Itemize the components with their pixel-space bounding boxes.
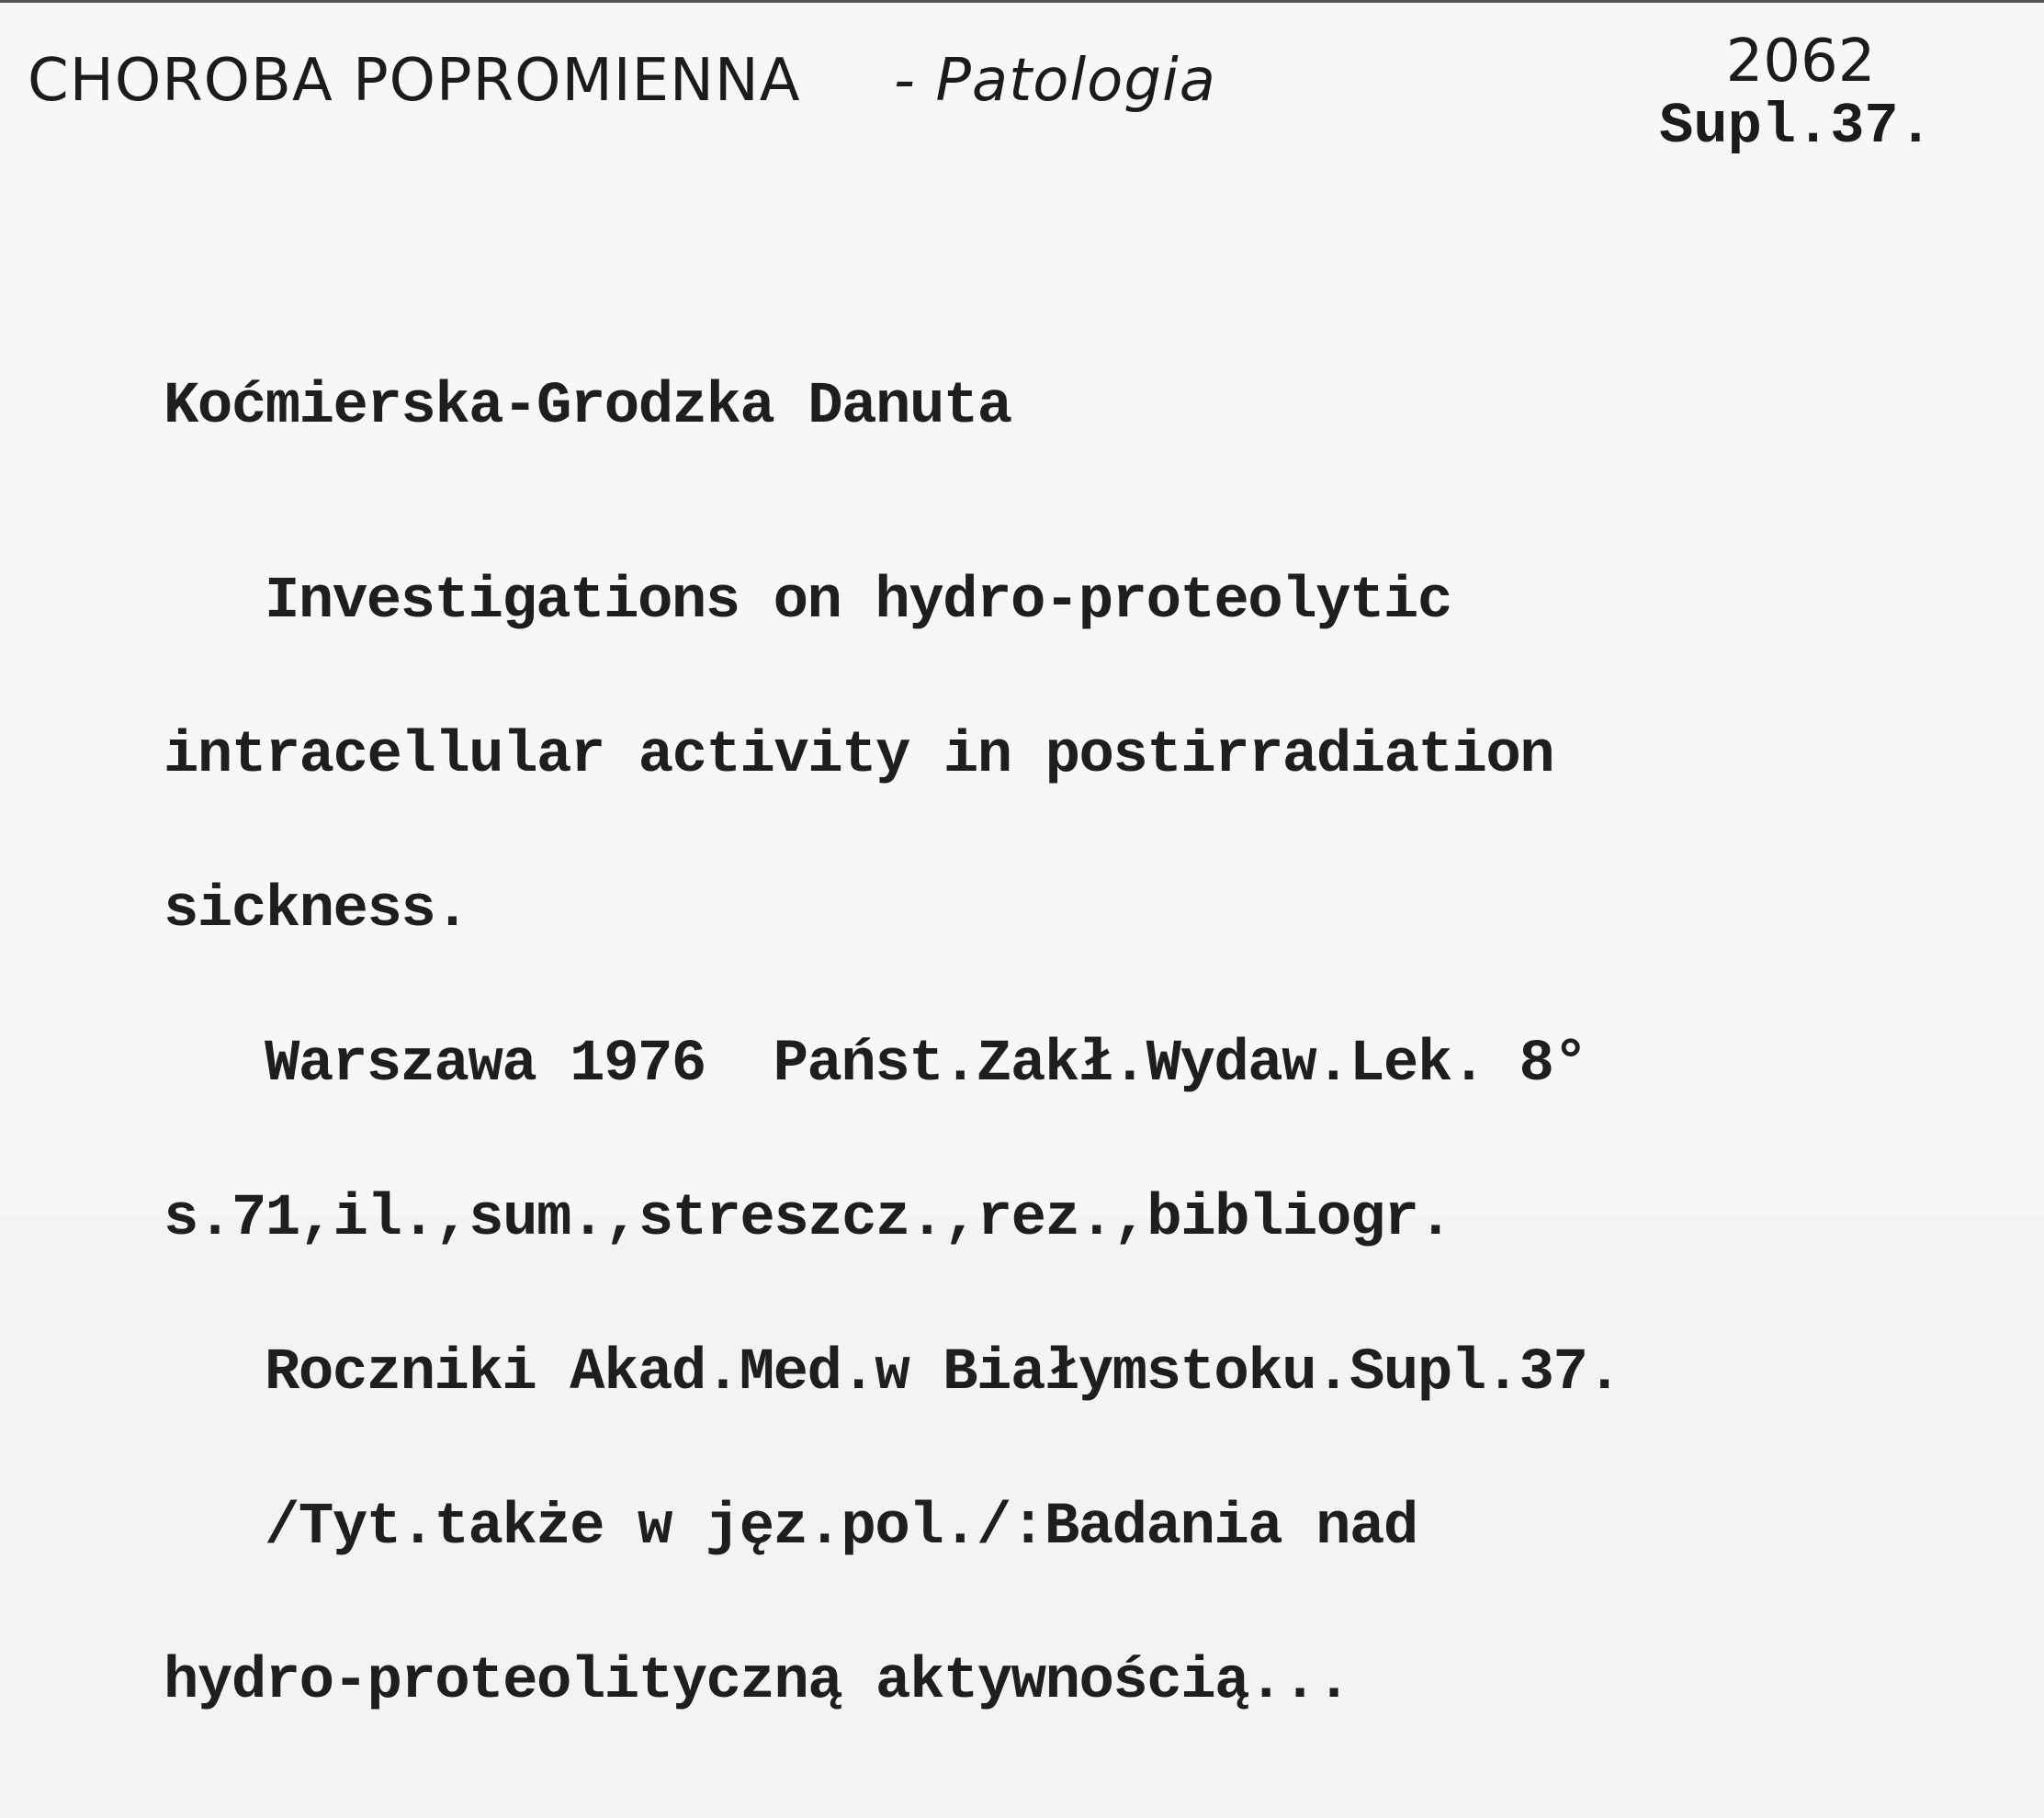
note-line-2: hydro-proteolityczną aktywnością... xyxy=(164,1649,1350,1715)
subject-main: CHOROBA POPROMIENNA xyxy=(28,47,801,115)
title-line-2: intracellular activity in postirradiation xyxy=(164,723,1554,789)
title-line-3: sickness. xyxy=(164,877,469,943)
supplement-label: Supl.37. xyxy=(1659,94,1933,159)
call-number xyxy=(1598,28,1993,159)
collation-line: s.71,il.,sum.,streszcz.,rez.,bibliogr. xyxy=(164,1186,1452,1252)
imprint-line: Warszawa 1976 Państ.Zakł.Wydaw.Lek. 8° xyxy=(265,1032,1587,1098)
subject-heading xyxy=(28,47,1216,115)
title-line-1: Investigations on hydro-proteolytic xyxy=(265,569,1451,635)
author-name: Koćmierska-Grodzka Danuta xyxy=(164,374,1011,440)
note-line-1: /Tyt.także w jęz.pol./:Badania nad xyxy=(265,1495,1417,1561)
subject-subdivision: - Patologia xyxy=(893,47,1216,115)
call-number-value: 2062 xyxy=(1725,28,1876,96)
series-line: Roczniki Akad.Med.w Białymstoku.Supl.37. xyxy=(265,1340,1621,1406)
bibliographic-entry xyxy=(164,278,1621,1811)
